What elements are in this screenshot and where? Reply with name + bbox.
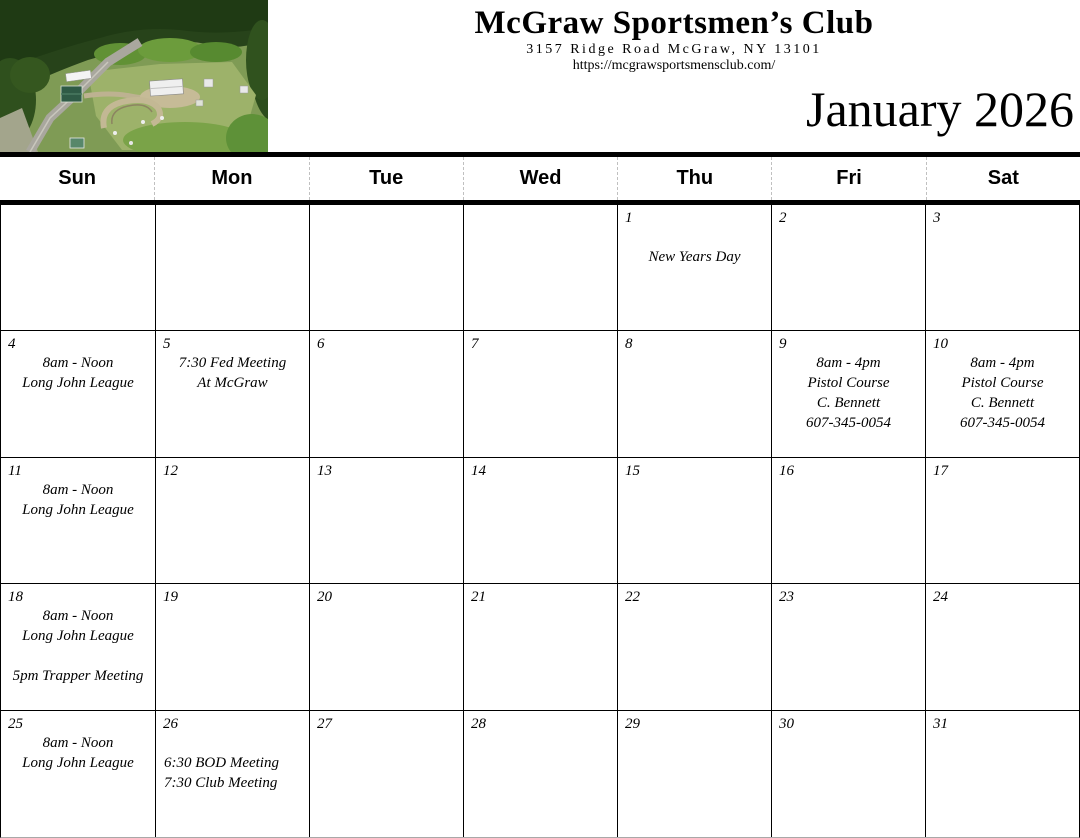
week-row bbox=[1, 458, 1079, 584]
day-cell-14 bbox=[463, 458, 617, 583]
day-cell-empty bbox=[1, 205, 155, 330]
event-line: At McGraw bbox=[197, 375, 268, 392]
date-number: 20 bbox=[317, 589, 332, 606]
day-cell-24 bbox=[925, 584, 1079, 709]
event-line: Long John League bbox=[22, 754, 134, 771]
day-header-mon: Mon bbox=[154, 157, 308, 200]
event-line bbox=[618, 227, 771, 247]
event-line: New Years Day bbox=[648, 249, 741, 265]
date-number: 22 bbox=[625, 589, 640, 606]
date-number bbox=[156, 205, 309, 227]
date-number: 30 bbox=[779, 715, 794, 732]
day-header-wed: Wed bbox=[463, 157, 617, 200]
date-number: 11 bbox=[8, 462, 22, 479]
event-line: 6:30 BOD Meeting bbox=[164, 754, 279, 771]
day-cell-20 bbox=[309, 584, 463, 709]
day-of-week-header-row bbox=[0, 157, 1080, 200]
day-cell-12 bbox=[155, 458, 309, 583]
event-line: 8am - 4pm bbox=[970, 355, 1035, 372]
date-number: 3 bbox=[933, 210, 941, 226]
event-line: C. Bennett bbox=[816, 395, 881, 412]
date-number: 29 bbox=[625, 715, 640, 732]
club-address: 3157 Ridge Road McGraw, NY 13101 bbox=[526, 42, 822, 57]
date-number: 28 bbox=[471, 715, 486, 732]
date-number: 27 bbox=[317, 715, 332, 732]
day-cell-9 bbox=[771, 331, 925, 456]
date-number: 8 bbox=[625, 336, 633, 353]
event-line: 607-345-0054 bbox=[806, 415, 891, 432]
day-cell-empty bbox=[309, 205, 463, 330]
aerial-photo-graphic bbox=[0, 0, 268, 152]
date-number: 15 bbox=[625, 462, 640, 479]
events-list bbox=[1, 480, 155, 520]
date-number: 13 bbox=[317, 462, 332, 479]
date-number: 4 bbox=[8, 336, 16, 353]
date-number bbox=[464, 205, 617, 227]
events-list bbox=[156, 733, 309, 793]
date-number: 1 bbox=[625, 210, 633, 226]
day-header-thu: Thu bbox=[617, 157, 771, 200]
date-number: 7 bbox=[471, 336, 479, 353]
day-cell-4 bbox=[1, 331, 155, 456]
day-cell-empty bbox=[155, 205, 309, 330]
event-line: C. Bennett bbox=[970, 395, 1035, 412]
day-header-sun: Sun bbox=[58, 167, 97, 189]
day-cell-10 bbox=[925, 331, 1079, 456]
day-cell-31 bbox=[925, 711, 1079, 837]
day-cell-21 bbox=[463, 584, 617, 709]
date-number: 26 bbox=[163, 715, 178, 732]
day-cell-29 bbox=[617, 711, 771, 837]
day-cell-7 bbox=[463, 331, 617, 456]
day-cell-2 bbox=[771, 205, 925, 330]
day-cell-11 bbox=[1, 458, 155, 583]
day-cell-26 bbox=[155, 711, 309, 837]
event-line: 8am - Noon bbox=[42, 481, 114, 498]
date-number: 18 bbox=[8, 589, 23, 606]
event-line: Long John League bbox=[22, 628, 134, 645]
day-cell-16 bbox=[771, 458, 925, 583]
day-cell-19 bbox=[155, 584, 309, 709]
events-list bbox=[926, 353, 1079, 433]
event-line: Long John League bbox=[22, 375, 134, 392]
events-list bbox=[772, 353, 925, 433]
event-line: 5pm Trapper Meeting bbox=[12, 668, 144, 685]
day-cell-empty bbox=[463, 205, 617, 330]
date-number: 16 bbox=[779, 462, 794, 479]
date-number bbox=[310, 205, 463, 227]
date-number: 24 bbox=[933, 589, 948, 606]
date-number: 6 bbox=[317, 336, 325, 353]
header bbox=[0, 0, 1080, 152]
event-line: 8am - 4pm bbox=[816, 355, 881, 372]
event-line: 607-345-0054 bbox=[960, 415, 1045, 432]
day-cell-13 bbox=[309, 458, 463, 583]
event-line: Long John League bbox=[22, 501, 134, 518]
date-number: 21 bbox=[471, 589, 486, 606]
day-cell-28 bbox=[463, 711, 617, 837]
date-number: 2 bbox=[779, 210, 787, 226]
event-line bbox=[164, 733, 309, 753]
event-line: 8am - Noon bbox=[42, 355, 114, 372]
week-row bbox=[1, 331, 1079, 457]
day-cell-27 bbox=[309, 711, 463, 837]
date-number: 5 bbox=[163, 336, 171, 353]
events-list bbox=[1, 733, 155, 773]
club-website-url: https://mcgrawsportsmensclub.com/ bbox=[572, 58, 776, 73]
event-line: 8am - Noon bbox=[42, 734, 114, 751]
day-cell-1 bbox=[617, 205, 771, 330]
week-row bbox=[1, 584, 1079, 710]
day-cell-6 bbox=[309, 331, 463, 456]
day-cell-30 bbox=[771, 711, 925, 837]
day-cell-17 bbox=[925, 458, 1079, 583]
event-line bbox=[1, 646, 155, 666]
day-header-tue: Tue bbox=[309, 157, 463, 200]
day-header-fri: Fri bbox=[771, 157, 925, 200]
club-aerial-photo bbox=[0, 0, 268, 152]
date-number: 17 bbox=[933, 462, 948, 479]
day-cell-18 bbox=[1, 584, 155, 709]
date-number: 31 bbox=[933, 715, 948, 732]
events-list bbox=[1, 606, 155, 686]
date-number bbox=[1, 205, 155, 227]
header-text-block bbox=[268, 0, 1080, 152]
day-cell-15 bbox=[617, 458, 771, 583]
day-cell-23 bbox=[771, 584, 925, 709]
day-cell-3 bbox=[925, 205, 1079, 330]
event-line: Pistol Course bbox=[961, 375, 1044, 392]
events-list bbox=[1, 353, 155, 393]
calendar-grid bbox=[0, 205, 1080, 838]
event-line: 7:30 Fed Meeting bbox=[178, 355, 287, 372]
events-list bbox=[618, 227, 771, 267]
event-line: 8am - Noon bbox=[42, 608, 114, 625]
event-line: 7:30 Club Meeting bbox=[164, 774, 278, 791]
day-cell-8 bbox=[617, 331, 771, 456]
date-number: 23 bbox=[779, 589, 794, 606]
events-list bbox=[156, 353, 309, 393]
date-number: 12 bbox=[163, 462, 178, 479]
date-number: 25 bbox=[8, 715, 23, 732]
day-cell-5 bbox=[155, 331, 309, 456]
week-row bbox=[1, 205, 1079, 331]
week-row bbox=[1, 711, 1079, 837]
club-name: McGraw Sportsmen’s Club bbox=[474, 5, 874, 41]
day-header-sat: Sat bbox=[926, 157, 1080, 200]
month-title: January 2026 bbox=[806, 81, 1074, 137]
date-number: 19 bbox=[163, 589, 178, 606]
date-number: 10 bbox=[933, 336, 948, 353]
date-number: 14 bbox=[471, 462, 486, 479]
event-line: Pistol Course bbox=[807, 375, 890, 392]
date-number: 9 bbox=[779, 336, 787, 353]
day-cell-22 bbox=[617, 584, 771, 709]
day-cell-25 bbox=[1, 711, 155, 837]
